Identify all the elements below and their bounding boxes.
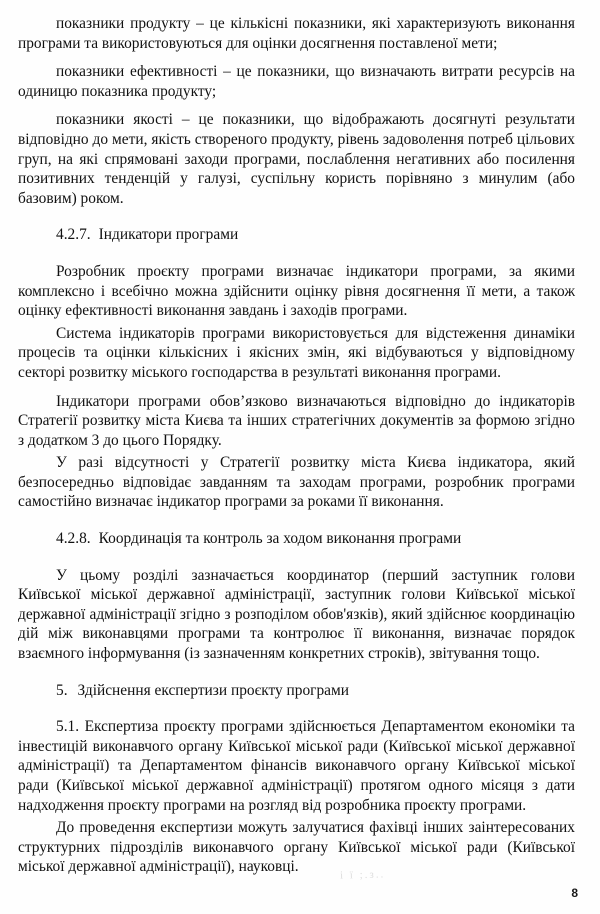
paragraph-4-2-7-3: Індикатори програми обов’язково визначаються відповідно до індикаторів Стратегії розвитку міста Києва та інших стратегічних документів за формою згідно з додатком 3 до цього Порядку. xyxy=(18,392,575,449)
spacer xyxy=(18,512,575,529)
heading-4-2-8-number: 4.2.8. xyxy=(56,530,91,548)
heading-5-label: Здійснення експертизи проєкту програми xyxy=(77,681,349,699)
spacer xyxy=(18,208,575,225)
paragraph-4-2-7-4: У разі відсутності у Стратегії розвитку міста Києва індикатора, який безпосередньо відповідає завданням та заходам програми, розробник програми самостійно визначає індикатор програми за роками її виконання. xyxy=(18,454,575,511)
heading-4-2-8 xyxy=(18,529,575,549)
paragraph-4-2-7-2: Система індикаторів програми використовується для відстеження динаміки процесів та оцінки кількісних і якісних змін, які відбуваються у відповідному секторі розвитку міського господарства в результаті виконання програми. xyxy=(18,324,575,381)
heading-5-number: 5. xyxy=(56,681,68,699)
document-body xyxy=(18,14,575,877)
paragraph-product-indicators: показники продукту – це кількісні показники, які характеризують виконання програми та використовуються для оцінки досягнення поставленої мети; xyxy=(18,15,575,52)
page-number: 8 xyxy=(571,886,578,900)
spacer xyxy=(18,549,575,566)
spacer xyxy=(18,700,575,717)
spacer xyxy=(18,101,575,110)
spacer xyxy=(18,53,575,62)
heading-4-2-8-label: Координація та контроль за ходом виконання програми xyxy=(98,530,462,548)
heading-4-2-7-label: Індикатори програми xyxy=(98,226,239,244)
paragraph-5-1: 5.1. Експертиза проєкту програми здійснюється Департаментом економіки та інвестицій виконавчого органу Київської міської ради (Київської міської державної адміністрації) та Департаментом фінансів виконавчого органу Київської міської ради (Київської міської державної адміністрації) протягом одного місяця з дати надходження проєкту програми на розгляд від розробника проєкту програми. xyxy=(18,718,575,814)
heading-5 xyxy=(18,681,575,701)
paragraph-quality-indicators: показники якості – це показники, що відображають досягнуті результати відповідно до мети, якість створеного продукту, рівень задоволення потреб цільових груп, на які спрямовані заходи програми, послаблення негативних або посилення позитивних тенденцій у галузі, суспільну користь порівняно з минулим (або базовим) роком. xyxy=(18,111,575,207)
heading-4-2-7 xyxy=(18,225,575,245)
paragraph-4-2-7-1: Розробник проєкту програми визначає індикатори програми, за якими комплексно і всебічно можна здійснити оцінку рівня досягнення її мети, а також оцінку ефективності виконання завдань і заходів програми. xyxy=(18,262,575,320)
scan-artifact: і ї ;.з.. xyxy=(339,868,386,882)
paragraph-5-2: До проведення експертизи можуть залучатися фахівці інших заінтересованих структурних підрозділів виконавчого органу Київської міської ради (Київської міської державної адміністрації), науковці. xyxy=(18,819,575,876)
paragraph-4-2-8-1: У цьому розділі зазначається координатор (перший заступник голови Київської міської державної адміністрації, заступник голови Київської міської державної адміністрації згідно з розподілом обов'язків), який здійснює координацію дій між виконавцями програми та контролює її виконання, визначає порядок взаємного інформування (із зазначенням конкретних строків), звітування тощо. xyxy=(18,566,575,663)
heading-4-2-7-number: 4.2.7. xyxy=(56,226,91,244)
spacer xyxy=(18,383,575,392)
paragraph-efficiency-indicators: показники ефективності – це показники, що визначають витрати ресурсів на одиницю показника продукту; xyxy=(18,63,575,100)
spacer xyxy=(18,664,575,681)
spacer xyxy=(18,245,575,262)
